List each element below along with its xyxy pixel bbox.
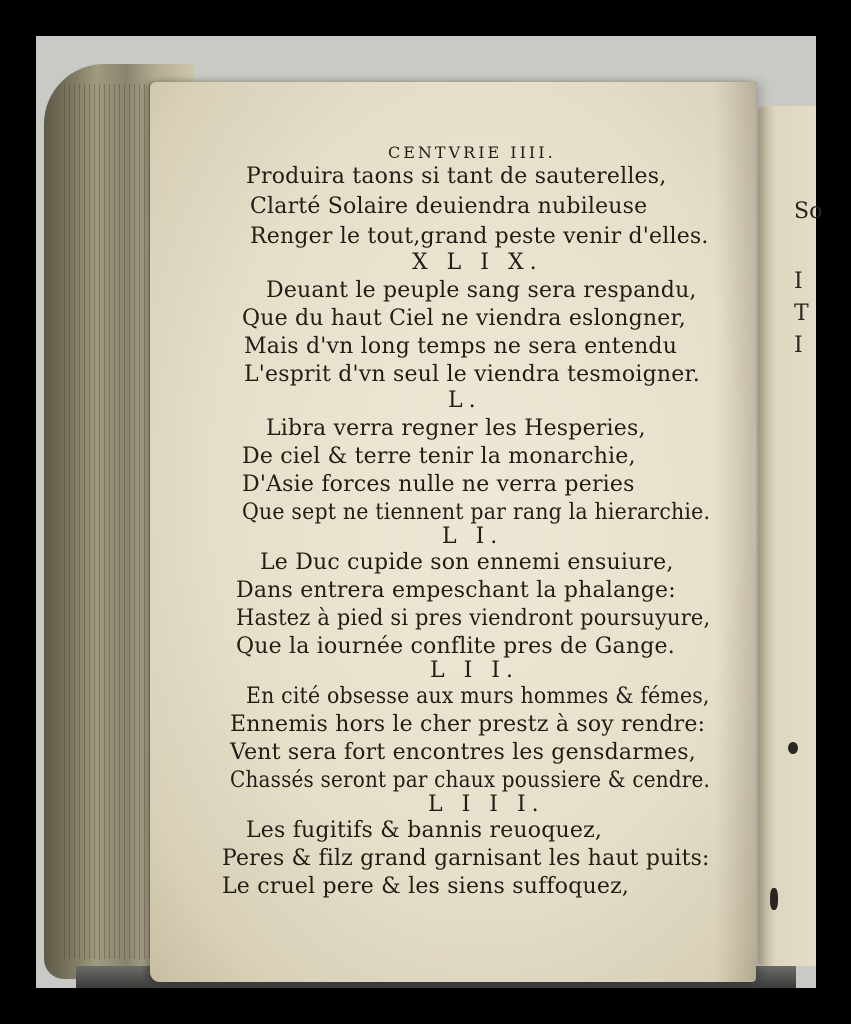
verse-line: D'Asie forces nulle ne verra peries xyxy=(242,472,635,497)
facing-page-glyph: T xyxy=(794,301,809,326)
verse-line: Peres & filz grand garnisant les haut puits: xyxy=(222,846,710,871)
facing-page-glyph: I xyxy=(794,269,803,294)
verse-line: L'esprit d'vn seul le viendra tesmoigner. xyxy=(244,362,700,387)
quatrain-number: L I. xyxy=(442,524,504,549)
verse-line: Le Duc cupide son ennemi ensuiure, xyxy=(260,550,674,575)
worm-hole xyxy=(770,888,778,910)
verse-line: Le cruel pere & les siens suffoquez, xyxy=(222,874,630,899)
verse-line: Libra verra regner les Hesperies, xyxy=(266,416,646,441)
verse-line: Chassés seront par chaux poussiere & cendre. xyxy=(230,768,711,793)
verse-line: Clarté Solaire deuiendra nubileuse xyxy=(250,194,648,219)
quatrain-number: L I I. xyxy=(430,658,519,683)
quatrain-number: L I I I. xyxy=(428,792,545,817)
facing-page-glyph xyxy=(794,228,824,266)
verse-line: Vent sera fort encontres les gensdarmes, xyxy=(230,740,696,765)
quatrain-number: L. xyxy=(448,388,482,413)
verse-line: Mais d'vn long temps ne sera entendu xyxy=(244,334,678,359)
verse-line: Produira taons si tant de sauterelles, xyxy=(246,164,667,189)
facing-page-glyph: I xyxy=(794,333,803,358)
verse-line: Que sept ne tiennent par rang la hierarchie. xyxy=(242,500,711,525)
verse-line: Dans entrera empeschant la phalange: xyxy=(236,578,676,603)
verse-line: Ennemis hors le cher prestz à soy rendre: xyxy=(230,712,706,737)
quatrain-number: X L I X. xyxy=(412,250,543,275)
verse-line: Que du haut Ciel ne viendra eslongner, xyxy=(242,306,686,331)
verse-line: Deuant le peuple sang sera respandu, xyxy=(266,278,697,303)
verse-line: En cité obsesse aux murs hommes & fémes, xyxy=(246,684,710,709)
verse-line: Les fugitifs & bannis reuoquez, xyxy=(246,818,603,843)
verse-line: Hastez à pied si pres viendront poursuyure, xyxy=(236,606,711,631)
worm-hole xyxy=(788,742,798,754)
verse-line: Renger le tout,grand peste venir d'elles. xyxy=(250,224,709,249)
verse-line: Que la iournée conflite pres de Gange. xyxy=(236,634,675,659)
facing-page xyxy=(758,106,823,966)
running-head: CENTVRIE IIII. xyxy=(388,143,556,162)
facing-page-glyph: So xyxy=(794,199,823,224)
verse-line: De ciel & terre tenir la monarchie, xyxy=(242,444,636,469)
